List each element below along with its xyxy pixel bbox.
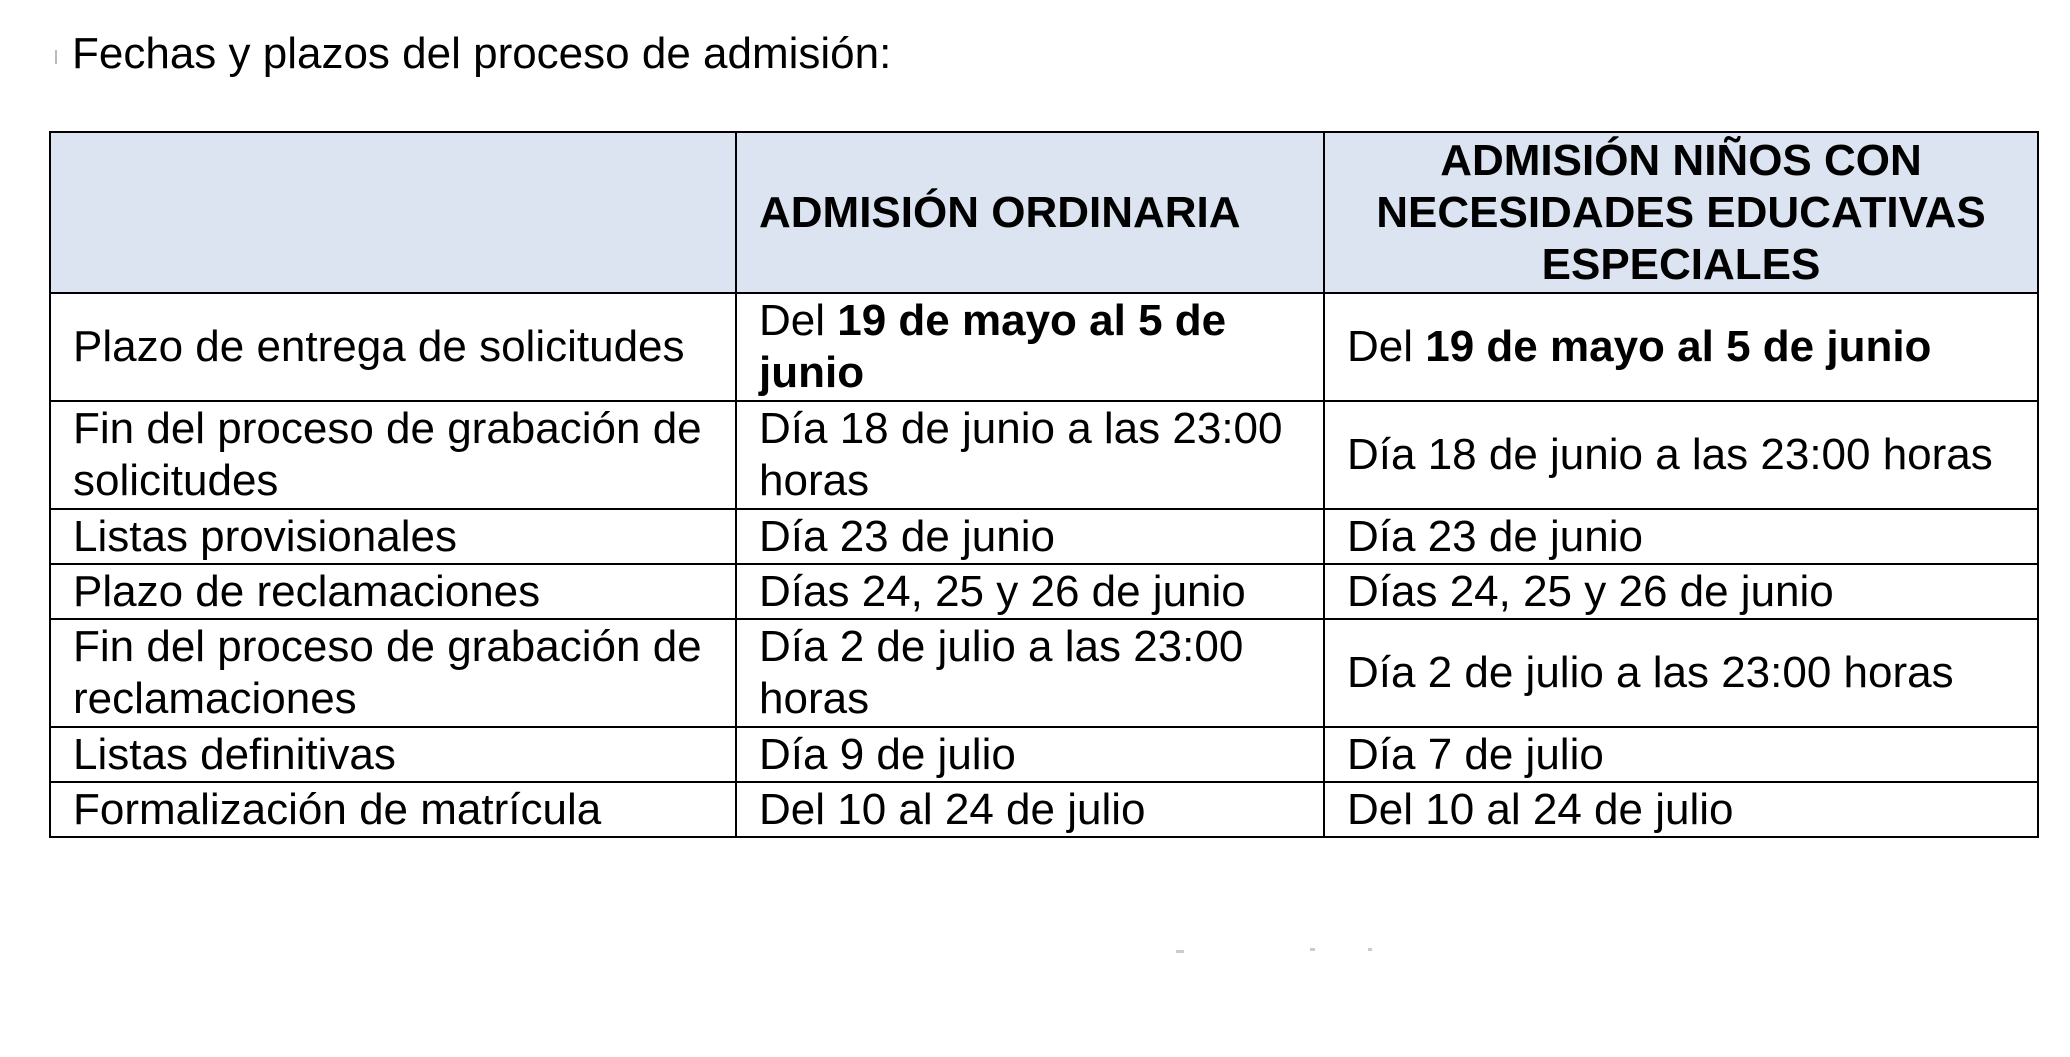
special-date: Del 10 al 24 de julio — [1324, 782, 2038, 837]
special-date: Días 24, 25 y 26 de junio — [1324, 564, 2038, 619]
special-date: Día 2 de julio a las 23:00 horas — [1324, 619, 2038, 727]
table-row — [50, 727, 2038, 782]
table-row — [50, 509, 2038, 564]
ordinary-date — [736, 293, 1324, 401]
table-row — [50, 401, 2038, 509]
ordinary-date: Día 18 de junio a las 23:00 horas — [736, 401, 1324, 509]
header-special-line: ADMISIÓN NIÑOS CON — [1440, 135, 1922, 185]
ordinary-date: Del 10 al 24 de julio — [736, 782, 1324, 837]
row-label: Listas definitivas — [50, 727, 736, 782]
scan-artifact — [1176, 950, 1184, 953]
date-range: 19 de mayo al 5 de junio — [1425, 322, 1932, 371]
date-prefix: Del — [1347, 322, 1426, 371]
table-row — [50, 564, 2038, 619]
table-header-row — [50, 132, 2038, 293]
row-label: Formalización de matrícula — [50, 782, 736, 837]
scan-artifact — [1368, 948, 1372, 951]
table-row — [50, 293, 2038, 401]
row-label: Fin del proceso de grabación de reclamaciones — [50, 619, 736, 727]
special-date — [1324, 293, 2038, 401]
header-empty-cell — [50, 132, 736, 293]
header-special-needs — [1324, 132, 2038, 293]
admission-dates-table — [49, 131, 2039, 838]
row-label: Plazo de reclamaciones — [50, 564, 736, 619]
section-intro: Fechas y plazos del proceso de admisión: — [72, 29, 892, 78]
ordinary-date: Día 9 de julio — [736, 727, 1324, 782]
header-ordinary: ADMISIÓN ORDINARIA — [736, 132, 1324, 293]
margin-mark — [55, 50, 57, 64]
date-prefix: Del — [759, 296, 838, 345]
scan-artifact — [1310, 948, 1315, 951]
header-special-line: NECESIDADES EDUCATIVAS — [1376, 187, 1986, 237]
date-range: 19 de mayo al 5 de junio — [759, 296, 1227, 397]
table-row — [50, 782, 2038, 837]
special-date: Día 18 de junio a las 23:00 horas — [1324, 401, 2038, 509]
ordinary-date: Días 24, 25 y 26 de junio — [736, 564, 1324, 619]
ordinary-date: Día 2 de julio a las 23:00 horas — [736, 619, 1324, 727]
ordinary-date: Día 23 de junio — [736, 509, 1324, 564]
special-date: Día 23 de junio — [1324, 509, 2038, 564]
row-label: Listas provisionales — [50, 509, 736, 564]
table-row — [50, 619, 2038, 727]
header-special-line: ESPECIALES — [1541, 239, 1821, 289]
row-label: Plazo de entrega de solicitudes — [50, 293, 736, 401]
special-date: Día 7 de julio — [1324, 727, 2038, 782]
row-label: Fin del proceso de grabación de solicitudes — [50, 401, 736, 509]
